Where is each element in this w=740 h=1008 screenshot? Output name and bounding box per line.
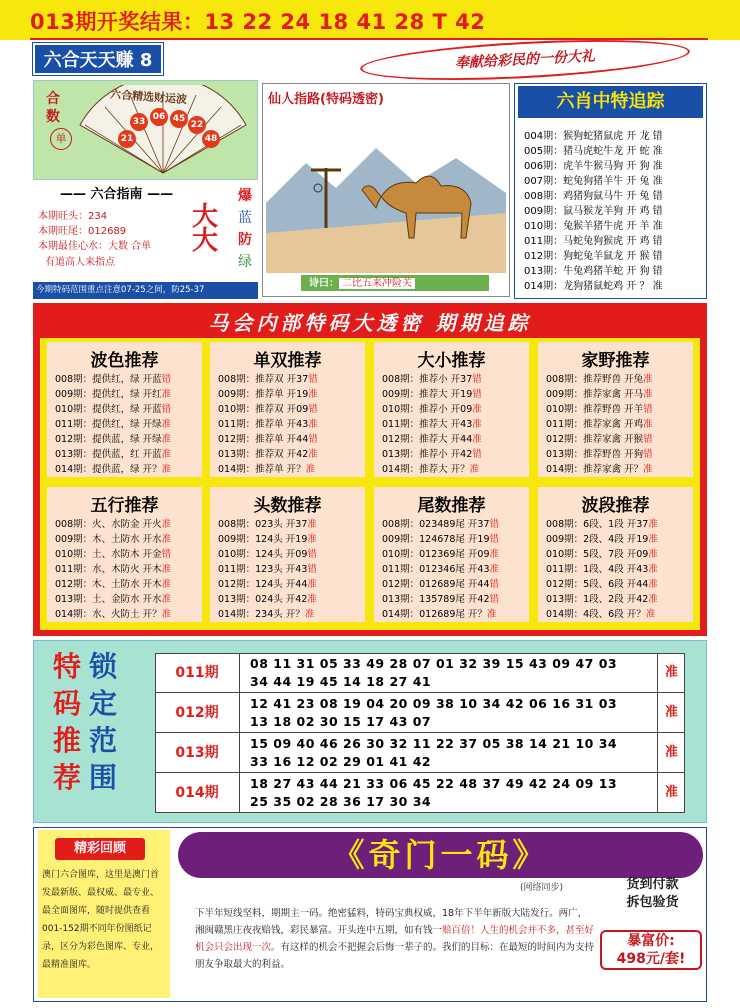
card-row-result: 准 (643, 389, 653, 400)
card-row (218, 592, 317, 607)
card-row (546, 432, 653, 447)
card-row-text: 012期：推荐单 开44 (218, 434, 309, 445)
card-row (55, 417, 171, 432)
lock-char: 推 (53, 724, 82, 757)
card-row (546, 532, 658, 547)
card-row-text: 012期：提供蓝，绿 开绿 (55, 434, 162, 445)
card-row-text: 014期：推荐单 开？ (218, 464, 306, 475)
lock-numbers-line: 34 44 19 45 14 18 27 41 (250, 674, 432, 689)
card-row-result: 准 (489, 549, 500, 560)
zodiac-row: 004期：猴狗蛇猪鼠虎 开 龙 错 (524, 131, 663, 142)
zodiac-row: 005期：猪马虎蛇牛龙 开 蛇 准 (524, 146, 663, 157)
fan-label-top: 合数 (46, 91, 60, 125)
card-row (55, 372, 171, 387)
card-row (218, 607, 317, 622)
lock-numbers-line: 08 11 31 05 33 49 28 07 01 32 39 15 43 09 47 03 (250, 656, 618, 671)
card-row (546, 387, 653, 402)
lock-char: 定 (89, 687, 118, 720)
card-row-result: 准 (645, 609, 656, 620)
zodiac-row: 010期：兔猴羊猪牛虎 开 羊 准 (524, 221, 663, 232)
card-row-result: 错 (643, 404, 653, 415)
card-row-text: 013期：提供蓝，红 开蓝 (55, 449, 162, 460)
card-row-text: 014期：提供蓝，绿 开？ (55, 464, 162, 475)
card-row-result: 准 (648, 549, 658, 560)
lock-numbers-line: 33 16 12 02 29 01 41 42 (250, 754, 432, 769)
poem-label: 诗曰： (309, 278, 339, 289)
card-row-text: 011期：推荐家禽 开鸡 (546, 419, 644, 430)
guide-side-char: 防 (238, 232, 252, 248)
poem-bar (300, 274, 490, 292)
card-row-text: 008期：火、水防金 开火 (55, 519, 162, 530)
zodiac-row: 006期：虎羊牛猴马狗 开 狗 准 (524, 161, 663, 172)
card-row-text: 013期：推荐小 开42 (382, 449, 473, 460)
cod-text (605, 876, 700, 912)
zodiac-row: 014期：龙狗猪鼠蛇鸡 开 ？ 准 (524, 281, 663, 292)
guide-line: 本期最佳心水：大数 合单 (38, 241, 152, 252)
card-row-result: 准 (307, 519, 317, 530)
card-row-result: 准 (308, 389, 318, 400)
card-row-result: 错 (161, 549, 172, 560)
card-row-text: 009期：木、土防水 开水 (55, 534, 162, 545)
card-row (55, 532, 171, 547)
card-row-result: 准 (161, 419, 172, 430)
lock-heading (53, 648, 143, 796)
lock-period: 014期 (155, 773, 240, 813)
recommend-card (210, 487, 365, 622)
range-note: 今期特码范围重点注意07-25之间，防25-37 (33, 282, 258, 299)
card-row-text: 013期：024头 开42 (218, 594, 308, 605)
card-row-text: 014期：推荐家禽 开？ (546, 464, 644, 475)
zodiac-row: 013期：牛兔鸡猪羊蛇 开 狗 错 (524, 266, 663, 277)
cod-line: 拆包验货 (626, 895, 679, 910)
card-row-result: 准 (648, 594, 658, 605)
lock-row (155, 693, 685, 733)
fan-ball: 21 (118, 130, 136, 148)
card-row-result: 准 (643, 464, 653, 475)
lock-char: 锁 (89, 650, 118, 683)
card-row (218, 372, 318, 387)
card-row (55, 432, 171, 447)
price-value: 498元/套! (616, 951, 686, 967)
guide-line: 本期旺尾：012689 (38, 226, 127, 237)
lock-period: 013期 (155, 733, 240, 773)
card-row-result: 错 (308, 434, 318, 445)
card-row-text: 011期：1段、4段 开43 (546, 564, 649, 575)
card-row (218, 447, 318, 462)
lock-heading-row (53, 722, 143, 759)
card-row (382, 387, 482, 402)
highlight-text: 澳门六合图库，这里是澳门首发最新版、最权威、最专业、最全面图库，随时提供查看001-152期不同年份图纸记录，区分为彩色图库、专业，最精准图库。 (42, 870, 160, 970)
card-row (218, 532, 317, 547)
card-row-text: 010期：124头 开09 (218, 549, 308, 560)
lock-numbers-line: 18 27 43 44 21 33 06 45 22 48 37 49 42 24 09 13 (250, 776, 618, 791)
guide-side-char: 爆 (238, 188, 252, 204)
card-row-text: 008期：提供红，绿 开蓝 (55, 374, 162, 385)
fan-ball: 22 (188, 116, 206, 134)
guide-side-char: 蓝 (238, 210, 252, 226)
card-row-text: 011期：123头 开43 (218, 564, 308, 575)
net-sync-note: (网络同步) (520, 883, 564, 893)
card-row (218, 562, 317, 577)
lock-char: 特 (53, 650, 82, 683)
lock-period: 011期 (155, 653, 240, 693)
card-row-result: 准 (469, 464, 480, 475)
card-title: 波色推荐 (90, 351, 159, 371)
card-row-text: 014期：012689尾 开？ (382, 609, 487, 620)
card-row (546, 517, 658, 532)
camel-illustration-icon (266, 108, 506, 273)
card-row-text: 010期：推荐野兽 开羊 (546, 404, 644, 415)
card-row-result: 准 (643, 374, 653, 385)
card-row (218, 462, 318, 477)
card-row-text: 011期：012346尾 开43 (382, 564, 490, 575)
zodiac-row: 007期：蛇兔狗猪羊牛 开 兔 准 (524, 176, 663, 187)
lock-result: 准 (657, 773, 685, 813)
lock-row (155, 773, 685, 813)
card-row-text: 013期：135789尾 开42 (382, 594, 490, 605)
card-row-result: 错 (489, 519, 500, 530)
card-row-text: 008期：推荐双 开37 (218, 374, 309, 385)
card-row-text: 010期：土、水防木 开金 (55, 549, 162, 560)
card-row-result: 错 (472, 449, 482, 460)
poem-text: 二比五来冲险关 (339, 278, 415, 289)
card-row-text: 009期：推荐单 开19 (218, 389, 309, 400)
lock-result: 准 (657, 653, 685, 693)
card-row (382, 607, 499, 622)
card-row-result: 准 (648, 519, 658, 530)
card-row-text: 011期：水、木防火 开木 (55, 564, 162, 575)
promo-text-part: 有这样的机会不把握会后悔一辈子的。我们的目标：在最短的时间内为支持朋友争取最大的利益。 (195, 942, 595, 970)
card-row-text: 009期：推荐家禽 开马 (546, 389, 644, 400)
card-row (546, 417, 653, 432)
card-row-result: 准 (648, 534, 658, 545)
guide-title-text: 六合指南 (90, 187, 143, 202)
card-row-result: 准 (486, 609, 497, 620)
card-row-text: 009期：2段、4段 开19 (546, 534, 649, 545)
card-row-result: 错 (489, 534, 500, 545)
guide-big-text: 大大 (192, 202, 219, 256)
card-row-result: 错 (307, 549, 317, 560)
guide-line: 有道高人来指点 (45, 257, 115, 268)
card-rows (546, 517, 658, 622)
card-row-result: 准 (161, 594, 172, 605)
card-row-text: 008期：023489尾 开37 (382, 519, 490, 530)
card-row (382, 517, 499, 532)
card-row-text: 014期：4段、6段 开？ (546, 609, 646, 620)
card-row-text: 008期：6段、1段 开37 (546, 519, 649, 530)
card-row (218, 387, 318, 402)
card-row-result: 准 (161, 564, 172, 575)
card-rows (218, 372, 318, 477)
card-title: 大小推荐 (417, 351, 486, 371)
guide-line: 本期旺头：234 (38, 211, 108, 222)
card-row (218, 547, 317, 562)
recommend-card (538, 342, 693, 477)
fairy-title: 仙人指路(特码透密) (268, 92, 384, 107)
fan-ball: 48 (202, 130, 220, 148)
recommend-card (374, 342, 529, 477)
lock-numbers-line: 13 18 02 30 15 17 43 07 (250, 714, 432, 729)
fan-ball: 45 (170, 110, 188, 128)
lock-numbers (250, 695, 650, 731)
card-row-text: 012期：木、土防水 开木 (55, 579, 162, 590)
lock-result: 准 (657, 693, 685, 733)
card-row (382, 462, 482, 477)
card-row-result: 错 (161, 404, 172, 415)
card-row (218, 432, 318, 447)
lock-row (155, 733, 685, 773)
card-row (546, 547, 658, 562)
card-title: 家野推荐 (581, 351, 650, 371)
card-row-text: 014期：234头 开？ (218, 609, 305, 620)
card-row-result: 准 (307, 534, 317, 545)
card-row (55, 387, 171, 402)
guide-side-column (232, 185, 258, 273)
card-title: 单双推荐 (253, 351, 322, 371)
card-row (55, 447, 171, 462)
guide-title: —— 六合指南 —— (60, 187, 174, 202)
lock-numbers (250, 735, 650, 771)
card-row-text: 012期：推荐大 开44 (382, 434, 473, 445)
card-row (382, 417, 482, 432)
card-row-text: 011期：提供红，绿 开绿 (55, 419, 162, 430)
card-row-result: 错 (307, 564, 317, 575)
card-row-result: 准 (472, 434, 482, 445)
card-row-text: 010期：提供红，绿 开蓝 (55, 404, 162, 415)
card-row-result: 准 (161, 389, 172, 400)
card-row-result: 准 (161, 579, 172, 590)
card-row (218, 417, 318, 432)
card-row (546, 577, 658, 592)
card-row-result: 准 (304, 609, 315, 620)
fan-ball: 33 (130, 113, 148, 131)
promo-text (195, 905, 595, 973)
card-row-text: 008期：推荐野兽 开兔 (546, 374, 644, 385)
card-row-text: 012期：124头 开44 (218, 579, 308, 590)
card-row-result: 错 (643, 434, 653, 445)
card-row (55, 517, 171, 532)
card-row (382, 402, 482, 417)
lock-numbers (250, 775, 650, 811)
zodiac-title: 六肖中特追踪 (518, 86, 703, 118)
card-row (55, 562, 171, 577)
price-label: 暴富价: (627, 933, 675, 949)
card-row (382, 447, 482, 462)
card-row-result: 错 (308, 404, 318, 415)
card-row (546, 607, 658, 622)
card-row-result: 准 (161, 434, 172, 445)
lock-result: 准 (657, 733, 685, 773)
card-row-result: 准 (472, 419, 482, 430)
card-row-result: 准 (489, 564, 500, 575)
card-row-result: 准 (472, 404, 482, 415)
lock-numbers-line: 25 35 02 28 36 17 30 34 (250, 794, 432, 809)
card-title: 尾数推荐 (417, 496, 486, 516)
recommend-card (210, 342, 365, 477)
card-row (382, 532, 499, 547)
card-row (382, 562, 499, 577)
promo-text-highlight: 赔百倍！人生的机会并不多，甚至好机会只会出现一次。 (195, 925, 595, 953)
card-row-text: 012期：5段、6段 开44 (546, 579, 649, 590)
card-row (218, 577, 317, 592)
card-row-text: 009期：推荐大 开19 (382, 389, 473, 400)
zodiac-row: 009期：鼠马猴龙羊狗 开 鸡 错 (524, 206, 663, 217)
card-row-result: 错 (161, 374, 172, 385)
card-row-text: 010期：推荐双 开09 (218, 404, 309, 415)
card-row (382, 372, 482, 387)
card-title: 头数推荐 (253, 496, 322, 516)
card-row-result: 准 (161, 609, 172, 620)
card-row-text: 010期：推荐小 开09 (382, 404, 473, 415)
card-row (55, 402, 171, 417)
card-row-result: 准 (308, 449, 318, 460)
card-row-result: 准 (305, 464, 316, 475)
card-rows (382, 372, 482, 477)
promo-text-part: 下半年短线坚料，期期主一码。绝密猛料，特码宝典权威，18年下半年新版大陆发行。两广，湘闽赣黑庄夜夜赔钱，彩民暴富。开头连中五期，如有钱一 (195, 908, 588, 936)
card-row-text: 013期：推荐野兽 开狗 (546, 449, 644, 460)
card-row-text: 008期：推荐小 开37 (382, 374, 473, 385)
lock-heading-row (53, 685, 143, 722)
recommend-card (47, 487, 202, 622)
slogan: 奉献给彩民的一份大礼 (359, 33, 690, 86)
card-row-text: 011期：推荐单 开43 (218, 419, 309, 430)
card-row-text: 012期：推荐家禽 开猴 (546, 434, 644, 445)
lock-heading-row (53, 648, 143, 685)
card-row-text: 013期：推荐双 开42 (218, 449, 309, 460)
card-row-result: 准 (161, 534, 172, 545)
lock-row (155, 653, 685, 693)
card-row-result: 准 (643, 419, 653, 430)
card-row-result: 准 (161, 464, 172, 475)
lock-char: 荐 (53, 761, 82, 794)
card-row (218, 402, 318, 417)
cod-line: 货到付款 (626, 877, 679, 892)
card-row (382, 592, 499, 607)
card-row-text: 014期：推荐大 开？ (382, 464, 470, 475)
zodiac-row: 012期：狗蛇兔羊鼠龙 开 猴 错 (524, 251, 663, 262)
fan-title: 六合精选财运波 (109, 87, 188, 107)
card-row-result: 准 (308, 419, 318, 430)
card-row (546, 462, 653, 477)
zodiac-row: 011期：马蛇兔狗猴虎 开 鸡 错 (524, 236, 663, 247)
card-title: 波段推荐 (581, 496, 650, 516)
lock-period: 012期 (155, 693, 240, 733)
card-row-text: 014期：水、火防土 开？ (55, 609, 162, 620)
price-box (600, 930, 702, 970)
zodiac-row: 008期：鸡猪狗鼠马牛 开 兔 错 (524, 191, 663, 202)
card-row (546, 372, 653, 387)
recommend-card (374, 487, 529, 622)
fan-ball: 06 (150, 108, 168, 126)
card-row (382, 577, 499, 592)
card-row-text: 010期：5段、7段 开09 (546, 549, 649, 560)
card-row-result: 准 (307, 579, 317, 590)
card-row-result: 准 (648, 564, 658, 575)
card-row-text: 009期：124678尾 开19 (382, 534, 490, 545)
card-row-result: 错 (472, 389, 482, 400)
card-row-result: 错 (643, 449, 653, 460)
card-row-text: 013期：1段、2段 开42 (546, 594, 649, 605)
edition-label: 六合天天赚 8 (33, 43, 163, 75)
lock-char: 码 (53, 687, 82, 720)
card-row (55, 547, 171, 562)
card-row-text: 012期：012689尾 开44 (382, 579, 490, 590)
lock-numbers-line: 15 09 40 46 26 30 32 11 22 37 05 38 14 21 10 34 (250, 736, 618, 751)
guide-side-char: 绿 (238, 254, 252, 270)
card-row (55, 577, 171, 592)
card-row-result: 错 (308, 374, 318, 385)
draw-result-title: 013期开奖结果：13 22 24 18 41 28 T 42 (30, 10, 486, 34)
card-row-result: 错 (489, 579, 500, 590)
card-rows (55, 517, 171, 622)
card-title: 五行推荐 (90, 496, 159, 516)
card-row-text: 008期：023头 开37 (218, 519, 308, 530)
card-row-result: 准 (648, 579, 658, 590)
lock-char: 围 (89, 761, 118, 794)
recommend-card (47, 342, 202, 477)
highlight-title: 精彩回顾 (55, 838, 145, 860)
lock-numbers-line: 12 41 23 08 19 04 20 09 38 10 34 42 06 16 31 03 (250, 696, 618, 711)
major-title: 马会内部特码大透密 期期追踪 (208, 311, 532, 335)
card-row-text: 010期：012369尾 开09 (382, 549, 490, 560)
card-row (382, 547, 499, 562)
card-rows (55, 372, 171, 477)
fan-label-bottom: 单 (50, 128, 72, 150)
card-row-result: 准 (307, 594, 317, 605)
banner-title: 《奇门一码》 (332, 836, 549, 874)
card-row (55, 462, 171, 477)
card-row (546, 447, 653, 462)
card-row (55, 607, 171, 622)
lock-heading-row (53, 759, 143, 796)
card-row (546, 402, 653, 417)
card-row-result: 错 (472, 374, 482, 385)
card-row (218, 517, 317, 532)
recommend-card (538, 487, 693, 622)
card-row-result: 准 (161, 519, 172, 530)
card-row-result: 错 (489, 594, 500, 605)
card-row (546, 562, 658, 577)
lock-numbers (250, 655, 650, 691)
card-row-text: 013期：土、金防水 开水 (55, 594, 162, 605)
card-row (382, 432, 482, 447)
card-rows (218, 517, 317, 622)
card-row-result: 准 (161, 449, 172, 460)
lock-char: 范 (89, 724, 118, 757)
card-rows (382, 517, 499, 622)
card-row (546, 592, 658, 607)
card-row-text: 011期：推荐大 开43 (382, 419, 473, 430)
card-row-text: 009期：提供红，绿 开红 (55, 389, 162, 400)
card-row-text: 009期：124头 开19 (218, 534, 308, 545)
card-rows (546, 372, 653, 477)
card-row (55, 592, 171, 607)
